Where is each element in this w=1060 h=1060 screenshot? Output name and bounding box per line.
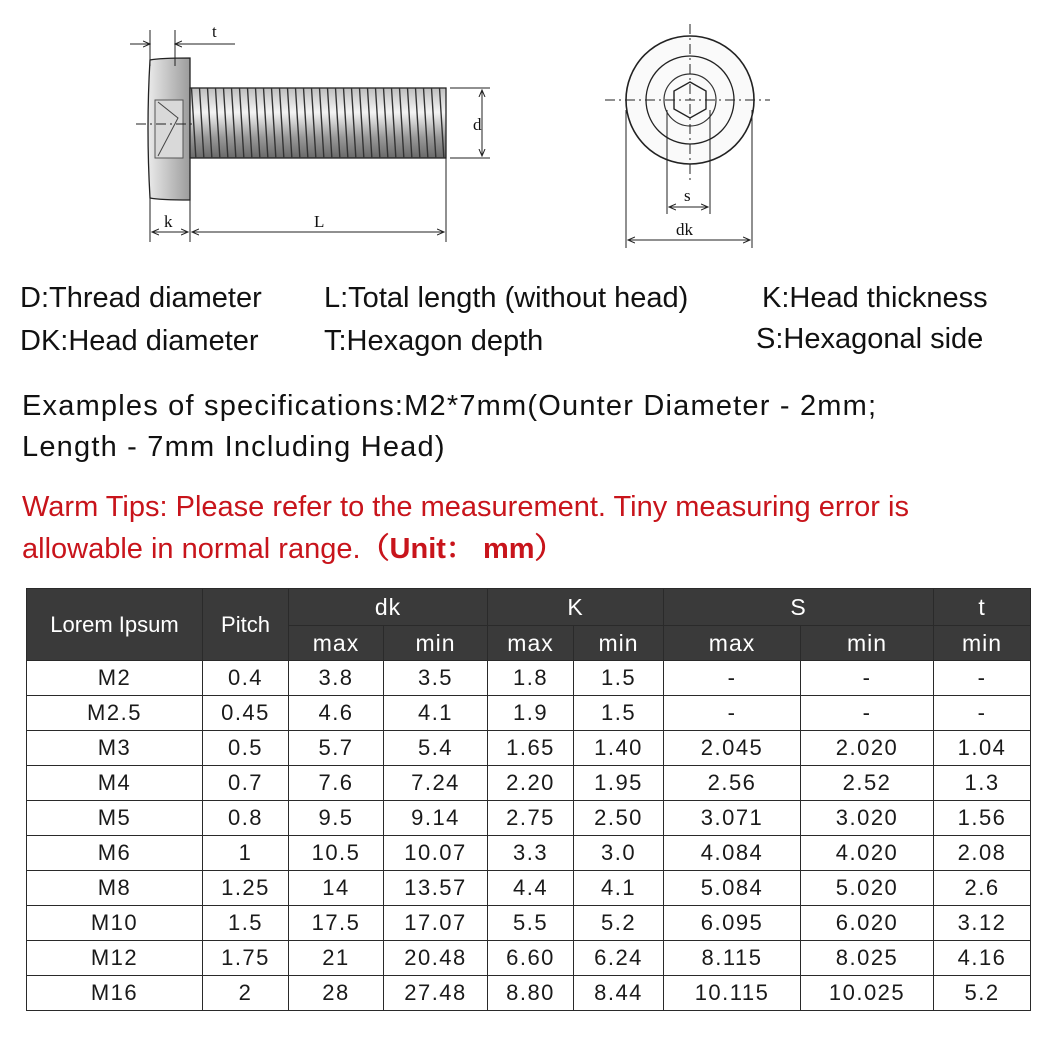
screw-diagram	[0, 0, 1060, 260]
legend-hexagonal-side: S:Hexagonal side	[756, 323, 984, 355]
table-cell: 4.084	[664, 836, 801, 871]
table-cell: M4	[27, 766, 203, 801]
table-cell: 6.095	[664, 906, 801, 941]
table-cell: -	[664, 661, 801, 696]
table-cell: -	[801, 696, 934, 731]
table-cell: 1.5	[574, 696, 664, 731]
table-cell: 3.3	[488, 836, 574, 871]
specification-example	[22, 386, 877, 468]
table-cell: 6.24	[574, 941, 664, 976]
table-cell: 4.6	[289, 696, 384, 731]
table-cell: 5.2	[574, 906, 664, 941]
table-cell: 8.44	[574, 976, 664, 1011]
table-cell: 1	[203, 836, 289, 871]
table-cell: 5.7	[289, 731, 384, 766]
table-cell: 10.115	[664, 976, 801, 1011]
table-cell: 5.5	[488, 906, 574, 941]
table-cell: 2.6	[934, 871, 1031, 906]
table-cell: 10.5	[289, 836, 384, 871]
table-cell: -	[801, 661, 934, 696]
header-s-min: min	[801, 626, 934, 661]
table-row	[27, 801, 1031, 836]
table-cell: 2.08	[934, 836, 1031, 871]
header-s-max: max	[664, 626, 801, 661]
table-cell: 1.9	[488, 696, 574, 731]
table-cell: 2.52	[801, 766, 934, 801]
header-k: K	[488, 589, 664, 626]
table-cell: 1.95	[574, 766, 664, 801]
table-cell: 0.5	[203, 731, 289, 766]
table-cell: 6.020	[801, 906, 934, 941]
header-s: S	[664, 589, 934, 626]
table-cell: 4.1	[384, 696, 488, 731]
header-pitch: Pitch	[203, 589, 289, 661]
table-cell: 10.025	[801, 976, 934, 1011]
table-cell: 3.8	[289, 661, 384, 696]
label-L: L	[314, 212, 325, 231]
table-cell: 0.7	[203, 766, 289, 801]
table-cell: M10	[27, 906, 203, 941]
table-cell: 0.8	[203, 801, 289, 836]
table-row	[27, 976, 1031, 1011]
table-cell: 1.8	[488, 661, 574, 696]
table-cell: 10.07	[384, 836, 488, 871]
table-cell: 3.5	[384, 661, 488, 696]
tips-line-2: allowable in normal range.	[22, 533, 361, 565]
table-cell: 4.4	[488, 871, 574, 906]
header-size: Lorem Ipsum	[27, 589, 203, 661]
table-cell: 6.60	[488, 941, 574, 976]
example-line-2: Length - 7mm Including Head)	[22, 431, 446, 463]
table-cell: 4.020	[801, 836, 934, 871]
table-cell: 2.045	[664, 731, 801, 766]
label-t: t	[212, 22, 217, 41]
header-k-min: min	[574, 626, 664, 661]
table-cell: M2.5	[27, 696, 203, 731]
table-cell: 3.020	[801, 801, 934, 836]
table-cell: 3.0	[574, 836, 664, 871]
header-t-min: min	[934, 626, 1031, 661]
table-cell: 2.50	[574, 801, 664, 836]
spec-table-body	[27, 661, 1031, 1011]
table-row	[27, 661, 1031, 696]
table-cell: 0.45	[203, 696, 289, 731]
label-d: d	[473, 115, 482, 134]
header-dk-max: max	[289, 626, 384, 661]
table-cell: M2	[27, 661, 203, 696]
table-row	[27, 906, 1031, 941]
table-cell: M8	[27, 871, 203, 906]
table-cell: 13.57	[384, 871, 488, 906]
tips-line-1: Warm Tips: Please refer to the measurement. Tiny measuring error is	[22, 491, 909, 523]
table-cell: 3.071	[664, 801, 801, 836]
table-row	[27, 941, 1031, 976]
table-cell: 8.115	[664, 941, 801, 976]
header-dk: dk	[289, 589, 488, 626]
table-cell: 5.084	[664, 871, 801, 906]
legend-head-diameter: DK:Head diameter	[20, 325, 259, 357]
table-cell: 27.48	[384, 976, 488, 1011]
table-cell: -	[934, 661, 1031, 696]
label-k: k	[164, 212, 173, 231]
table-row	[27, 871, 1031, 906]
table-cell: M3	[27, 731, 203, 766]
table-cell: 1.65	[488, 731, 574, 766]
table-cell: -	[934, 696, 1031, 731]
label-dk: dk	[676, 220, 693, 239]
legend-head-thickness: K:Head thickness	[762, 282, 988, 314]
screw-top-view	[605, 24, 770, 180]
table-cell: 7.6	[289, 766, 384, 801]
legend-total-length: L:Total length (without head)	[324, 282, 689, 314]
table-cell: 20.48	[384, 941, 488, 976]
table-cell: 7.24	[384, 766, 488, 801]
table-cell: 0.4	[203, 661, 289, 696]
table-cell: 9.5	[289, 801, 384, 836]
table-cell: 4.1	[574, 871, 664, 906]
table-cell: -	[664, 696, 801, 731]
table-cell: 4.16	[934, 941, 1031, 976]
table-cell: 2.20	[488, 766, 574, 801]
table-cell: 8.025	[801, 941, 934, 976]
table-cell: M6	[27, 836, 203, 871]
table-cell: 9.14	[384, 801, 488, 836]
header-k-max: max	[488, 626, 574, 661]
table-cell: 1.40	[574, 731, 664, 766]
table-cell: M12	[27, 941, 203, 976]
table-cell: 17.5	[289, 906, 384, 941]
header-dk-min: min	[384, 626, 488, 661]
table-cell: 2.56	[664, 766, 801, 801]
table-cell: M5	[27, 801, 203, 836]
table-cell: 3.12	[934, 906, 1031, 941]
label-s: s	[684, 186, 691, 205]
table-row	[27, 731, 1031, 766]
example-line-1: Examples of specifications:M2*7mm(Ounter Diameter - 2mm;	[22, 390, 878, 422]
table-cell: 1.04	[934, 731, 1031, 766]
table-cell: 2.75	[488, 801, 574, 836]
warm-tips	[22, 486, 909, 570]
table-cell: 1.3	[934, 766, 1031, 801]
spec-table	[26, 588, 1031, 1011]
table-cell: 21	[289, 941, 384, 976]
table-cell: 2	[203, 976, 289, 1011]
legend-hexagon-depth: T:Hexagon depth	[324, 325, 544, 357]
table-cell: 1.5	[574, 661, 664, 696]
table-cell: 28	[289, 976, 384, 1011]
table-row	[27, 766, 1031, 801]
screw-side-view	[136, 58, 446, 200]
table-cell: 1.5	[203, 906, 289, 941]
table-cell: 1.56	[934, 801, 1031, 836]
header-t: t	[934, 589, 1031, 626]
table-cell: 2.020	[801, 731, 934, 766]
table-cell: M16	[27, 976, 203, 1011]
table-cell: 8.80	[488, 976, 574, 1011]
table-cell: 14	[289, 871, 384, 906]
legend-thread-diameter: D:Thread diameter	[20, 282, 262, 314]
table-cell: 5.020	[801, 871, 934, 906]
unit-note: （Unit： mm）	[360, 533, 564, 565]
table-row	[27, 836, 1031, 871]
table-cell: 17.07	[384, 906, 488, 941]
table-cell: 5.4	[384, 731, 488, 766]
table-cell: 1.75	[203, 941, 289, 976]
table-cell: 5.2	[934, 976, 1031, 1011]
table-row	[27, 696, 1031, 731]
table-cell: 1.25	[203, 871, 289, 906]
